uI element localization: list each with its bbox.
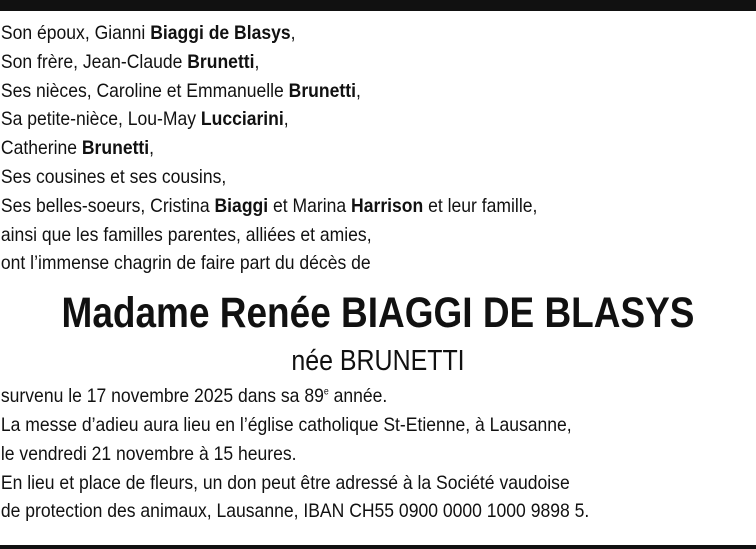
notice-text: , — [283, 108, 289, 131]
notice-line-date-of-death — [0, 382, 680, 411]
notice-text: Catherine — [0, 137, 82, 160]
ordinal-superscript: e — [323, 386, 329, 398]
notice-text: Son frère, Jean-Claude — [0, 50, 188, 73]
notice-surname: Biaggi de Blasys — [150, 22, 291, 44]
notice-text: année. — [328, 385, 388, 408]
notice-line-brother — [0, 48, 680, 77]
notice-text: ainsi que les familles parentes, alliées et amies, — [0, 223, 372, 246]
notice-line-spouse — [0, 19, 680, 48]
notice-text: Ses nièces, Caroline et Emmanuelle — [0, 79, 289, 102]
notice-line-mass: La messe d’adieu aura lieu en l’église catholique St-Etienne, à Lausanne, — [0, 413, 572, 436]
notice-line-families — [0, 221, 680, 250]
notice-text: Ses belles-soeurs, Cristina — [0, 194, 215, 217]
notice-surname: Brunetti — [288, 79, 356, 102]
deceased-maiden-name: née BRUNETTI — [291, 345, 465, 378]
notice-text: , — [149, 137, 155, 160]
notice-text: et leur famille, — [423, 194, 538, 217]
notice-surname: Brunetti — [187, 50, 255, 73]
top-border-rule — [0, 0, 756, 11]
bottom-border-rule — [0, 545, 756, 549]
notice-line-donation: En lieu et place de fleurs, un don peut être adressé à la Société vaudoise — [0, 471, 570, 494]
death-notice — [0, 19, 756, 526]
notice-surname: Brunetti — [81, 137, 150, 160]
notice-line-catherine — [0, 134, 680, 163]
notice-surname: Biaggi — [214, 194, 269, 217]
notice-line-cousins — [0, 163, 680, 192]
notice-line-grandniece — [0, 105, 680, 134]
notice-text: , — [290, 22, 296, 44]
notice-line-sisters-in-law — [0, 192, 680, 221]
notice-text: survenu le 17 novembre 2025 dans sa 89 — [0, 385, 324, 408]
notice-text: Sa petite-nièce, Lou-May — [0, 108, 201, 131]
notice-surname: Harrison — [351, 194, 424, 217]
notice-text: et Marina — [268, 194, 352, 217]
notice-text: Son époux, Gianni — [0, 22, 151, 44]
notice-text: , — [355, 79, 361, 102]
notice-surname: Lucciarini — [200, 108, 284, 131]
deceased-name: Madame Renée BIAGGI DE BLASYS — [61, 289, 695, 338]
notice-text: Ses cousines et ses cousins, — [0, 165, 227, 188]
notice-line-mass-date: le vendredi 21 novembre à 15 heures. — [0, 442, 297, 465]
notice-line-announcement — [0, 249, 680, 278]
notice-line-iban: de protection des animaux, Lausanne, IBAN CH55 0900 0000 1000 9898 5. — [0, 500, 590, 523]
notice-line-nieces — [0, 77, 680, 106]
notice-text: ont l’immense chagrin de faire part du décès de — [0, 252, 371, 275]
notice-text: , — [254, 50, 260, 73]
